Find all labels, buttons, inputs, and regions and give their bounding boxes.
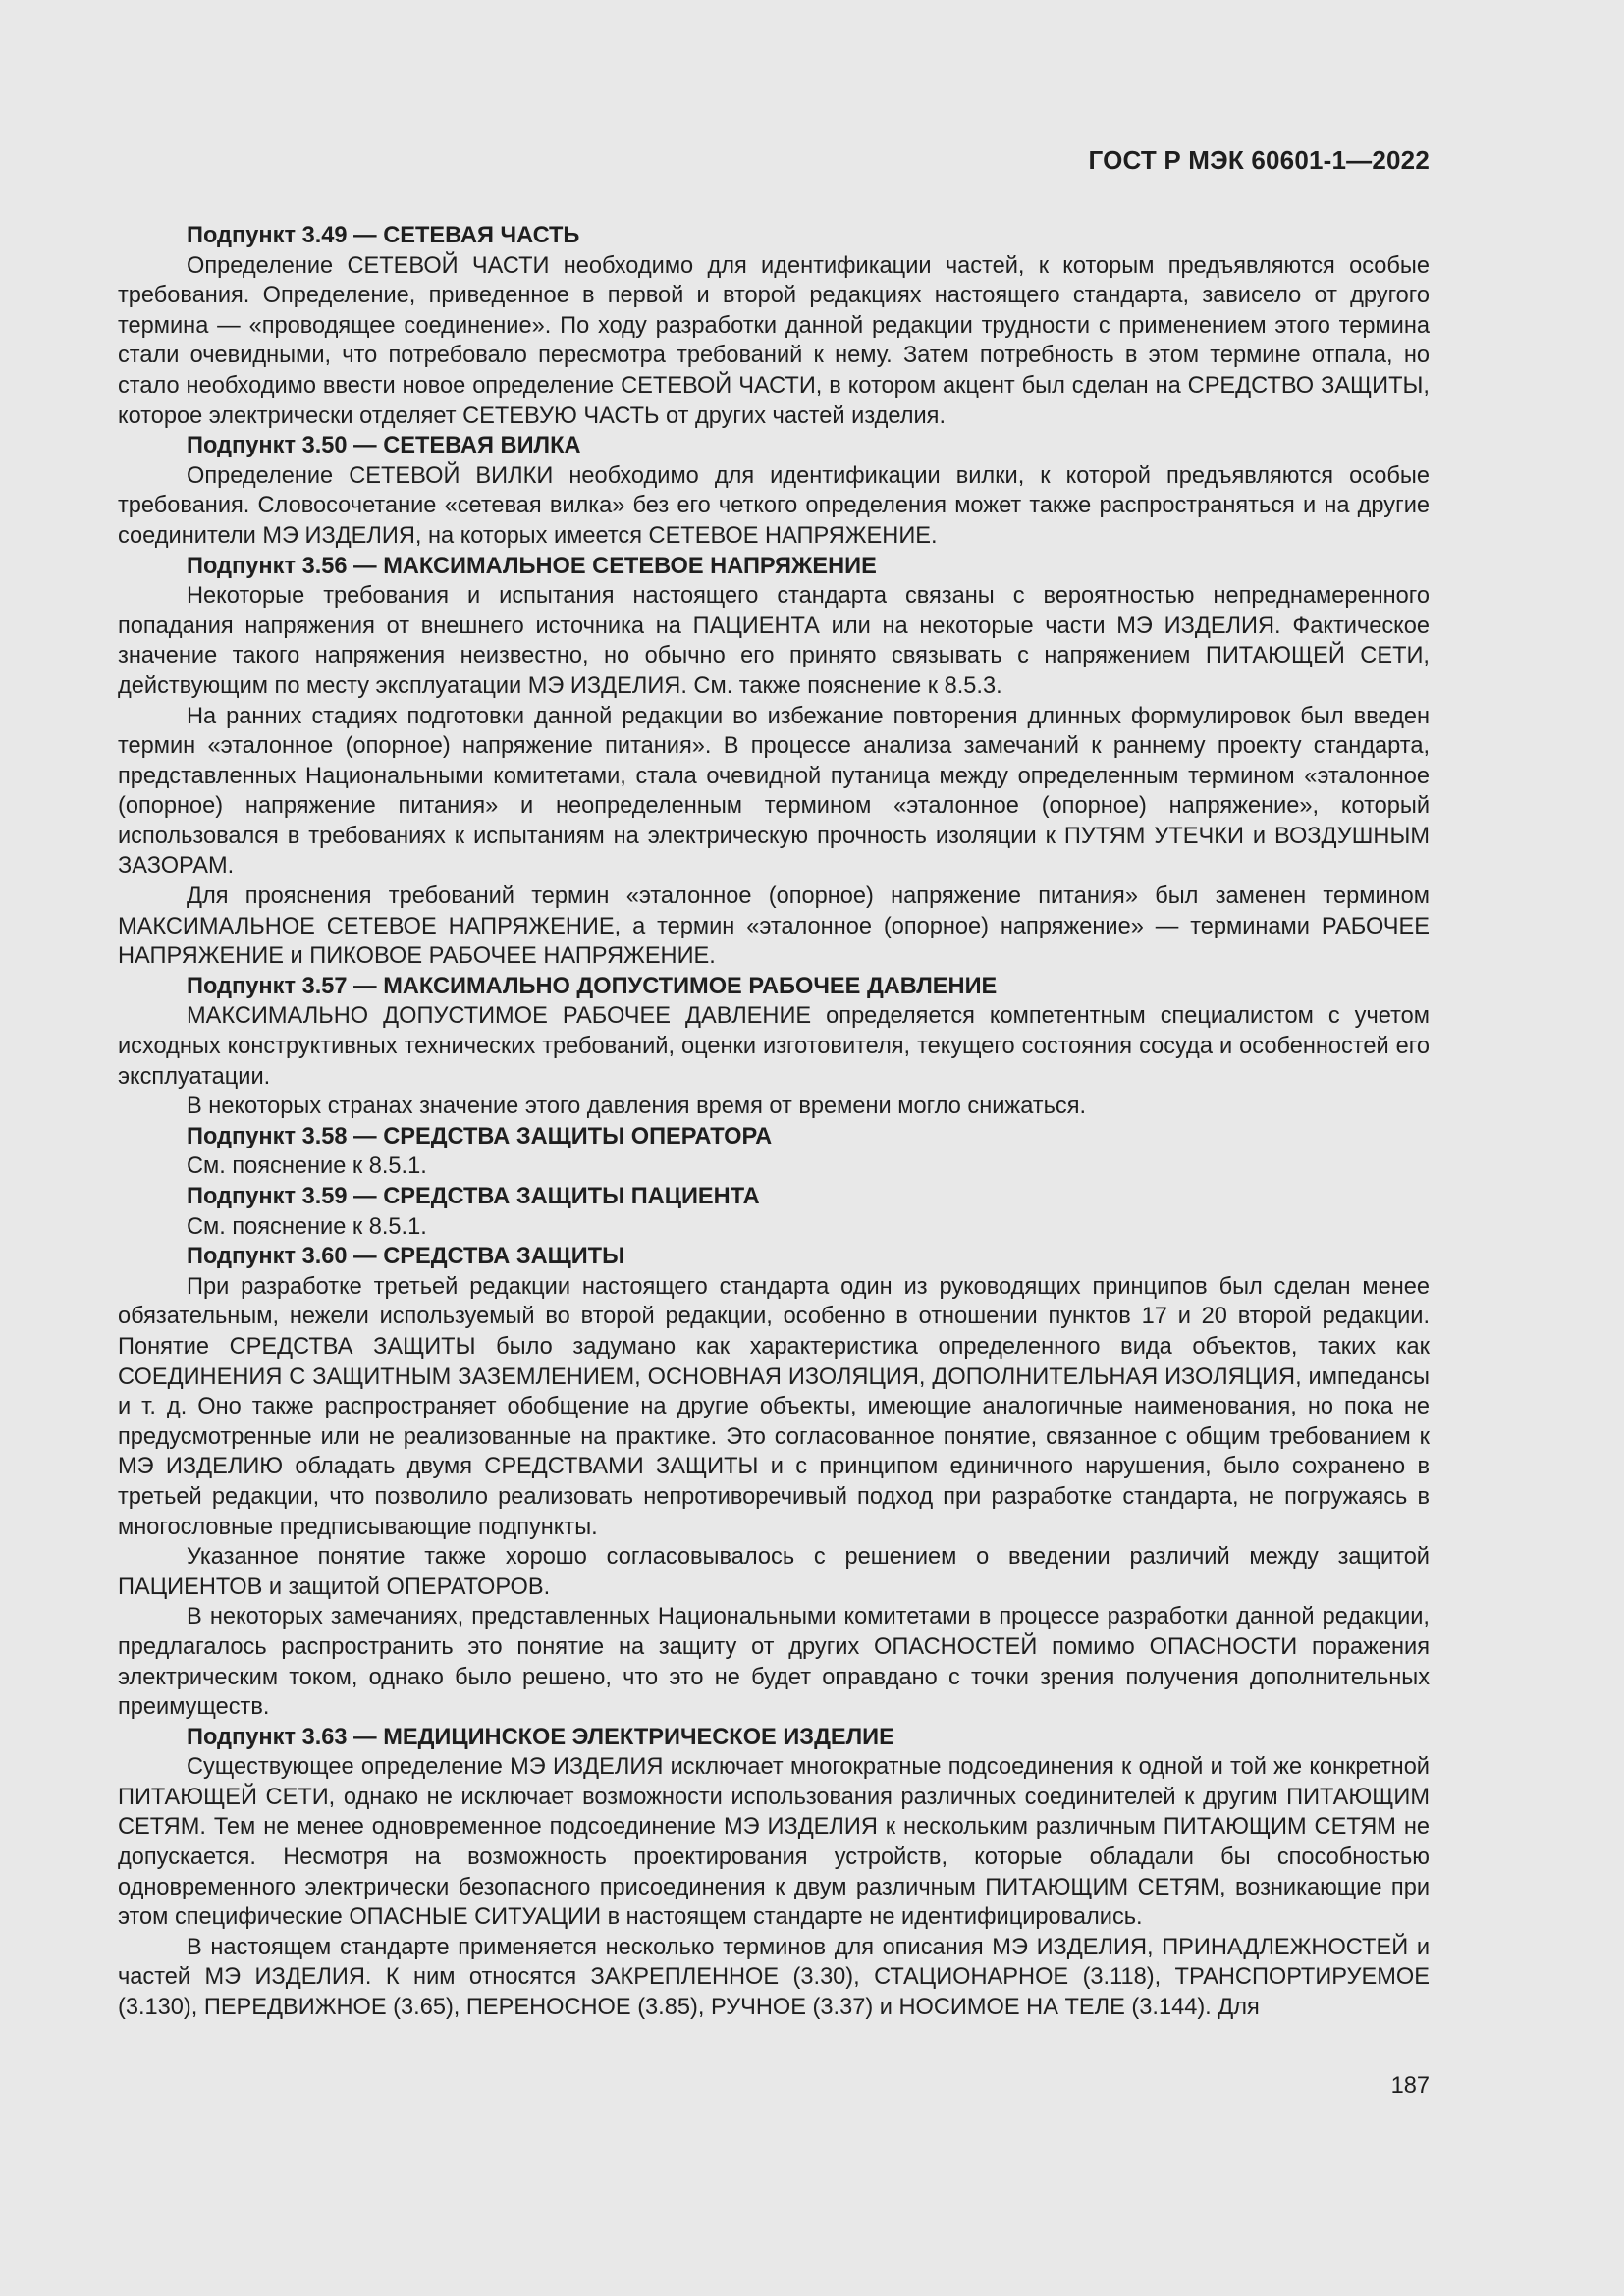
paragraph: Определение СЕТЕВОЙ ЧАСТИ необходимо для идентификации частей, к которым предъявляются особые требования. Определение, приведенное в первой и второй редакциях настоящего стандарта, зависело от другого термина — «проводящее соединение». По ходу разработки данной редакции трудности с применением этого термина стали очевидными, что потребовало пересмотра требований к нему. Затем потребность в этом термине отпала, но стало необходимо ввести новое определение СЕТЕВОЙ ЧАСТИ, в котором акцент был сделан на СРЕДСТВО ЗАЩИТЫ, которое электрически отделяет СЕТЕВУЮ ЧАСТЬ от других частей изделия. <box>118 252 1430 429</box>
paragraph: В настоящем стандарте применяется несколько терминов для описания МЭ ИЗДЕЛИЯ, ПРИНАДЛЕЖНОСТЕЙ и частей МЭ ИЗДЕЛИЯ. К ним относятся ЗАКРЕПЛЕННОЕ (3.30), СТАЦИОНАРНОЕ (3.118), ТРАНСПОРТИРУЕМОЕ (3.130), ПЕРЕДВИЖНОЕ (3.65), ПЕРЕНОСНОЕ (3.85), РУЧНОЕ (3.37) и НОСИМОЕ НА ТЕЛЕ (3.144). Для <box>118 1934 1430 2021</box>
section-heading: Подпункт 3.63 — МЕДИЦИНСКОЕ ЭЛЕКТРИЧЕСКОЕ ИЗДЕЛИЕ <box>187 1724 894 1750</box>
paragraph: Указанное понятие также хорошо согласовывалось с решением о введении различий между защитой ПАЦИЕНТОВ и защитой ОПЕРАТОРОВ. <box>118 1544 1430 1600</box>
paragraph: В некоторых странах значение этого давления время от времени могло снижаться. <box>187 1094 1087 1120</box>
paragraph: МАКСИМАЛЬНО ДОПУСТИМОЕ РАБОЧЕЕ ДАВЛЕНИЕ определяется компетентным специалистом с учетом исходных конструктивных технических требований, оценки изготовителя, текущего состояния сосуда и особенностей его эксплуатации. <box>118 1003 1430 1090</box>
paragraph: На ранних стадиях подготовки данной редакции во избежание повторения длинных формулировок был введен термин «эталонное (опорное) напряжение питания». В процессе анализа замечаний к раннему проекту стандарта, представленных Национальными комитетами, стала очевидной путаница между определенным термином «эталонное (опорное) напряжение питания» и неопределенным термином «эталонное (опорное) напряжение», который использовался в требованиях к испытаниям на электрическую прочность изоляции к ПУТЯМ УТЕЧКИ и ВОЗДУШНЫМ ЗАЗОРАМ. <box>118 703 1430 880</box>
document-body <box>118 221 1430 2023</box>
paragraph: При разработке третьей редакции настоящего стандарта один из руководящих принципов был сделан менее обязательным, нежели используемый во второй редакции, особенно в отношении пунктов 17 и 20 второй редакции. Понятие СРЕДСТВА ЗАЩИТЫ было задумано как характеристика определенного вида объектов, таких как СОЕДИНЕНИЯ С ЗАЩИТНЫМ ЗАЗЕМЛЕНИЕМ, ОСНОВНАЯ ИЗОЛЯЦИЯ, ДОПОЛНИТЕЛЬНАЯ ИЗОЛЯЦИЯ, импедансы и т. д. Оно также распространяет обобщение на другие объекты, имеющие аналогичные наименования, но пока не предусмотренные или не реализованные на практике. Это согласованное понятие, связанное с общим требованием к МЭ ИЗДЕЛИЮ обладать двумя СРЕДСТВАМИ ЗАЩИТЫ и с принципом единичного нарушения, было сохранено в третьей редакции, что позволило реализовать непротиворечивый подход при разработке стандарта, не погружаясь в многословные предписывающие подпункты. <box>118 1273 1430 1540</box>
paragraph: См. пояснение к 8.5.1. <box>187 1153 427 1180</box>
paragraph: В некоторых замечаниях, представленных Национальными комитетами в процессе разработки данной редакции, предлагалось распространить это понятие на защиту от других ОПАСНОСТЕЙ помимо ОПАСНОСТИ поражения электрическим током, однако было решено, что это не будет оправдано с точки зрения получения дополнительных преимуществ. <box>118 1604 1430 1721</box>
paragraph: Для прояснения требований термин «эталонное (опорное) напряжение питания» был заменен термином МАКСИМАЛЬНОЕ СЕТЕВОЕ НАПРЯЖЕНИЕ, а термин «эталонное (опорное) напряжение» — терминами РАБОЧЕЕ НАПРЯЖЕНИЕ и ПИКОВОЕ РАБОЧЕЕ НАПРЯЖЕНИЕ. <box>118 883 1430 970</box>
paragraph: Некоторые требования и испытания настоящего стандарта связаны с вероятностью непреднамеренного попадания напряжения от внешнего источника на ПАЦИЕНТА или на некоторые части МЭ ИЗДЕЛИЯ. Фактическое значение такого напряжения неизвестно, но обычно его принято связывать с напряжением ПИТАЮЩЕЙ СЕТИ, действующим по месту эксплуатации МЭ ИЗДЕЛИЯ. См. также пояснение к 8.5.3. <box>118 583 1430 699</box>
section-heading: Подпункт 3.58 — СРЕДСТВА ЗАЩИТЫ ОПЕРАТОРА <box>187 1123 773 1149</box>
document-header-title: ГОСТ Р МЭК 60601-1—2022 <box>1088 145 1430 175</box>
section-heading: Подпункт 3.60 — СРЕДСТВА ЗАЩИТЫ <box>187 1244 625 1270</box>
section-heading: Подпункт 3.57 — МАКСИМАЛЬНО ДОПУСТИМОЕ РАБОЧЕЕ ДАВЛЕНИЕ <box>187 973 998 999</box>
section-heading: Подпункт 3.59 — СРЕДСТВА ЗАЩИТЫ ПАЦИЕНТА <box>187 1184 760 1209</box>
section-heading: Подпункт 3.49 — СЕТЕВАЯ ЧАСТЬ <box>187 223 580 248</box>
section-heading: Подпункт 3.56 — МАКСИМАЛЬНОЕ СЕТЕВОЕ НАПРЯЖЕНИЕ <box>187 553 877 579</box>
paragraph: Существующее определение МЭ ИЗДЕЛИЯ исключает многократные подсоединения к одной и той же конкретной ПИТАЮЩЕЙ СЕТИ, однако не исключает возможности использования различных соединителей к другим ПИТАЮЩИМ СЕТЯМ. Тем не менее одновременное подсоединение МЭ ИЗДЕЛИЯ к нескольким различным ПИТАЮЩИМ СЕТЯМ не допускается. Несмотря на возможность проектирования устройств, которые обладали бы способностью одновременного электрически безопасного присоединения к двум различным ПИТАЮЩИМ СЕТЯМ, возникающие при этом специфические ОПАСНЫЕ СИТУАЦИИ в настоящем стандарте не идентифицировались. <box>118 1754 1430 1931</box>
paragraph: Определение СЕТЕВОЙ ВИЛКИ необходимо для идентификации вилки, к которой предъявляются особые требования. Словосочетание «сетевая вилка» без его четкого определения может также распространяться и на другие соединители МЭ ИЗДЕЛИЯ, на которых имеется СЕТЕВОЕ НАПРЯЖЕНИЕ. <box>118 462 1430 549</box>
paragraph: См. пояснение к 8.5.1. <box>187 1213 427 1240</box>
section-heading: Подпункт 3.50 — СЕТЕВАЯ ВИЛКА <box>187 433 581 459</box>
page-number: 187 <box>1390 2073 1430 2099</box>
